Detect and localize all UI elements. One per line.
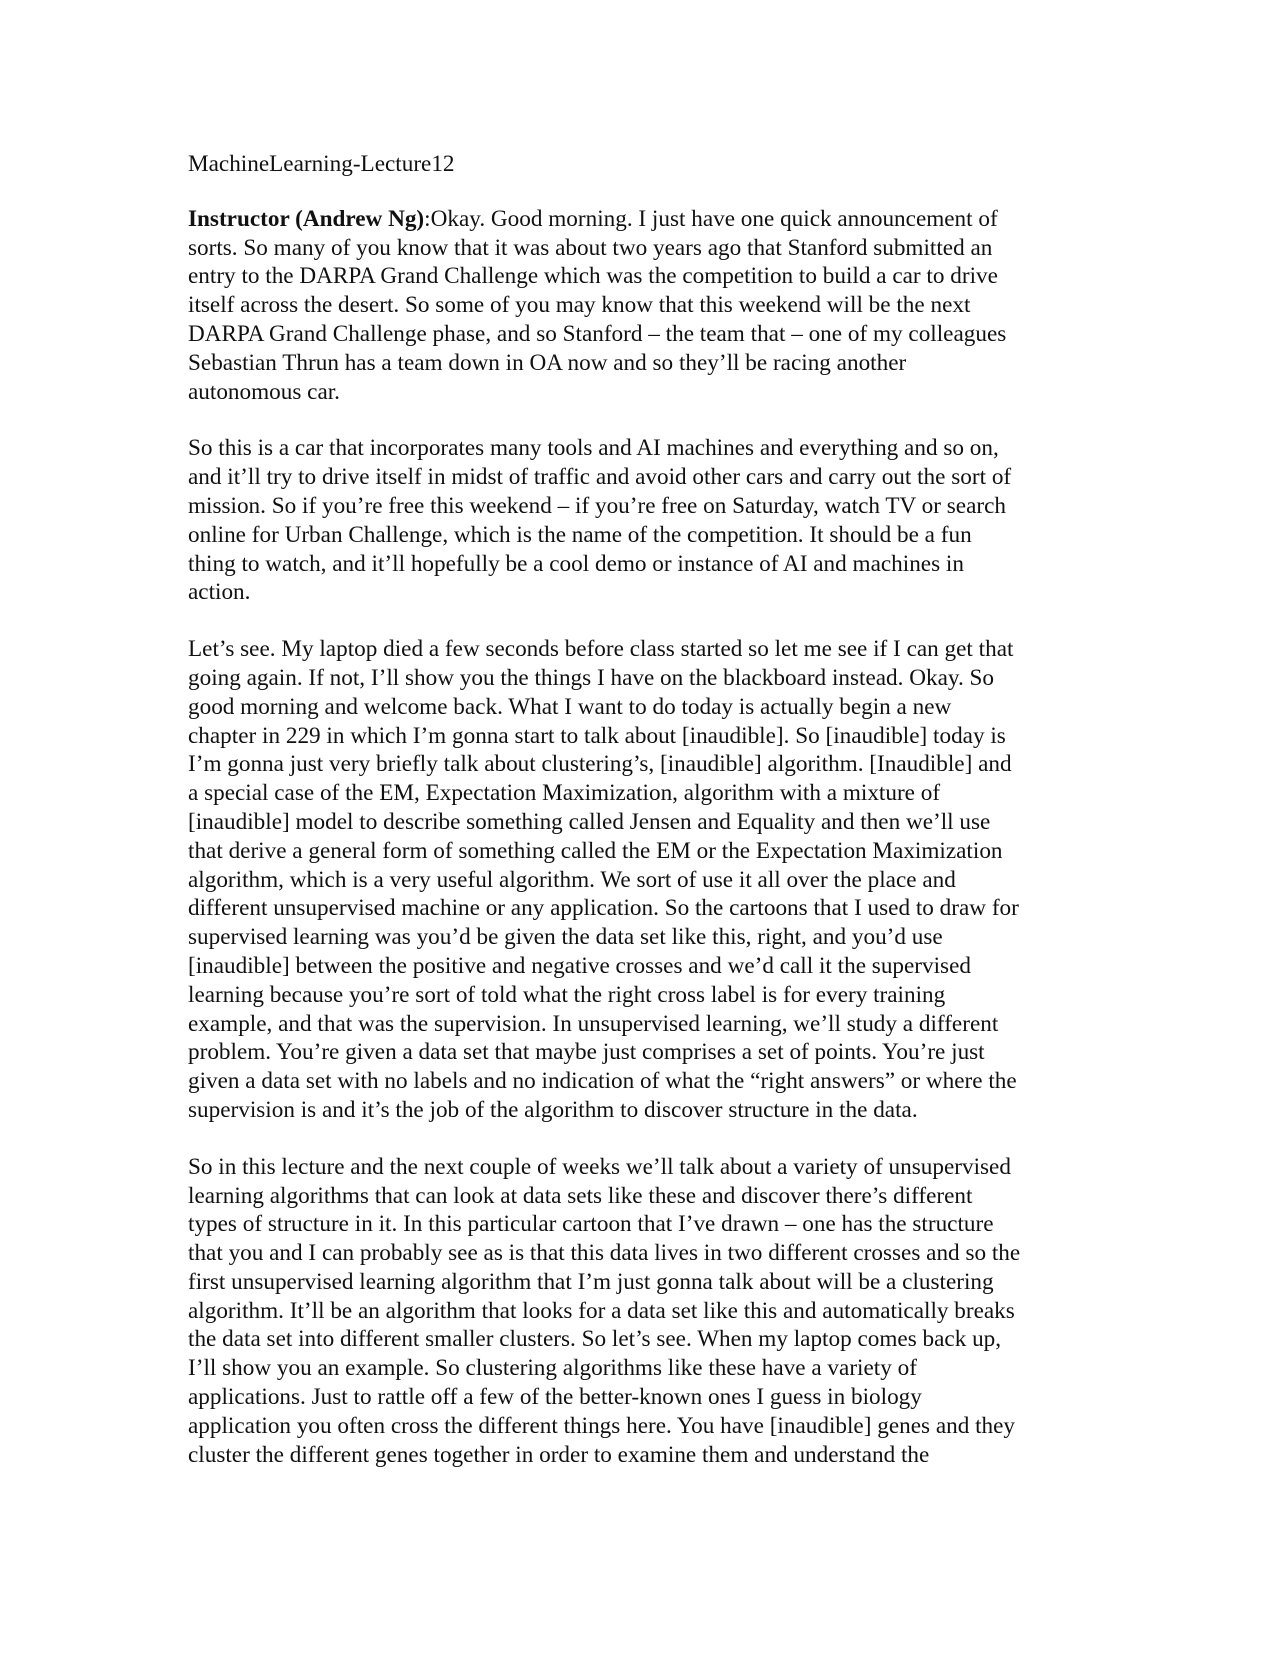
- document-page: [188, 150, 1098, 1497]
- speaker-separator: :: [424, 205, 431, 232]
- paragraph-3: Let’s see. My laptop died a few seconds before class started so let me see if I can get that going again. If not, I’ll show you the things I have on the blackboard instead. Okay. So good morning and welcome back. What I want to do today is actually begin a new chapter in 229 in which I’m gonna start to talk about [inaudible]. So [inaudible] today is I’m gonna just very briefly talk about clustering’s, [inaudible] algorithm. [Inaudible] and a special case of the EM, Expectation Maximization, algorithm with a mixture of [inaudible] model to describe something called Jensen and Equality and then we’ll use that derive a general form of something called the EM or the Expectation Maximization algorithm, which is a very useful algorithm. We sort of use it all over the place and different unsupervised machine or any application. So the cartoons that I used to draw for supervised learning was you’d be given the data set like this, right, and you’d use [inaudible] between the positive and negative crosses and we’d call it the supervised learning because you’re sort of told what the right cross label is for every training example, and that was the supervision. In unsupervised learning, we’ll study a different problem. You’re given a data set that maybe just comprises a set of points. You’re just given a data set with no labels and no indication of what the “right answers” or where the supervision is and it’s the job of the algorithm to discover structure in the data.: [188, 636, 1019, 1123]
- document-title: MachineLearning-Lecture12: [188, 151, 455, 177]
- paragraph-4: So in this lecture and the next couple of weeks we’ll talk about a variety of unsupervised learning algorithms that can look at data sets like these and discover there’s different types of structure in it. In this particular cartoon that I’ve drawn – one has the structure that you and I can probably see as is that this data lives in two different crosses and so the first unsupervised learning algorithm that I’m just gonna talk about will be a clustering algorithm. It’ll be an algorithm that looks for a data set like this and automatically breaks the data set into different smaller clusters. So let’s see. When my laptop comes back up, I’ll show you an example. So clustering algorithms like these have a variety of applications. Just to rattle off a few of the better-known ones I guess in biology application you often cross the different things here. You have [inaudible] genes and they cluster the different genes together in order to examine them and understand the: [188, 1153, 1021, 1468]
- speaker-label: Instructor (Andrew Ng): [188, 205, 425, 232]
- paragraph-1: [188, 205, 1098, 407]
- paragraph-1-text: Okay. Good morning. I just have one quick announcement of sorts. So many of you know that it was about two years ago that Stanford submitted an entry to the DARPA Grand Challenge which was the competition to build a car to drive itself across the desert. So some of you may know that this weekend will be the next DARPA Grand Challenge phase, and so Stanford – the team that – one of my colleagues Sebastian Thrun has a team down in OA now and so they’ll be racing another autonomous car.: [188, 205, 1007, 405]
- paragraph-2: So this is a car that incorporates many tools and AI machines and everything and so on, and it’ll try to drive itself in midst of traffic and avoid other cars and carry out the sort of mission. So if you’re free this weekend – if you’re free on Saturday, watch TV or search online for Urban Challenge, which is the name of the competition. It should be a fun thing to watch, and it’ll hopefully be a cool demo or instance of AI and machines in action.: [188, 435, 1012, 606]
